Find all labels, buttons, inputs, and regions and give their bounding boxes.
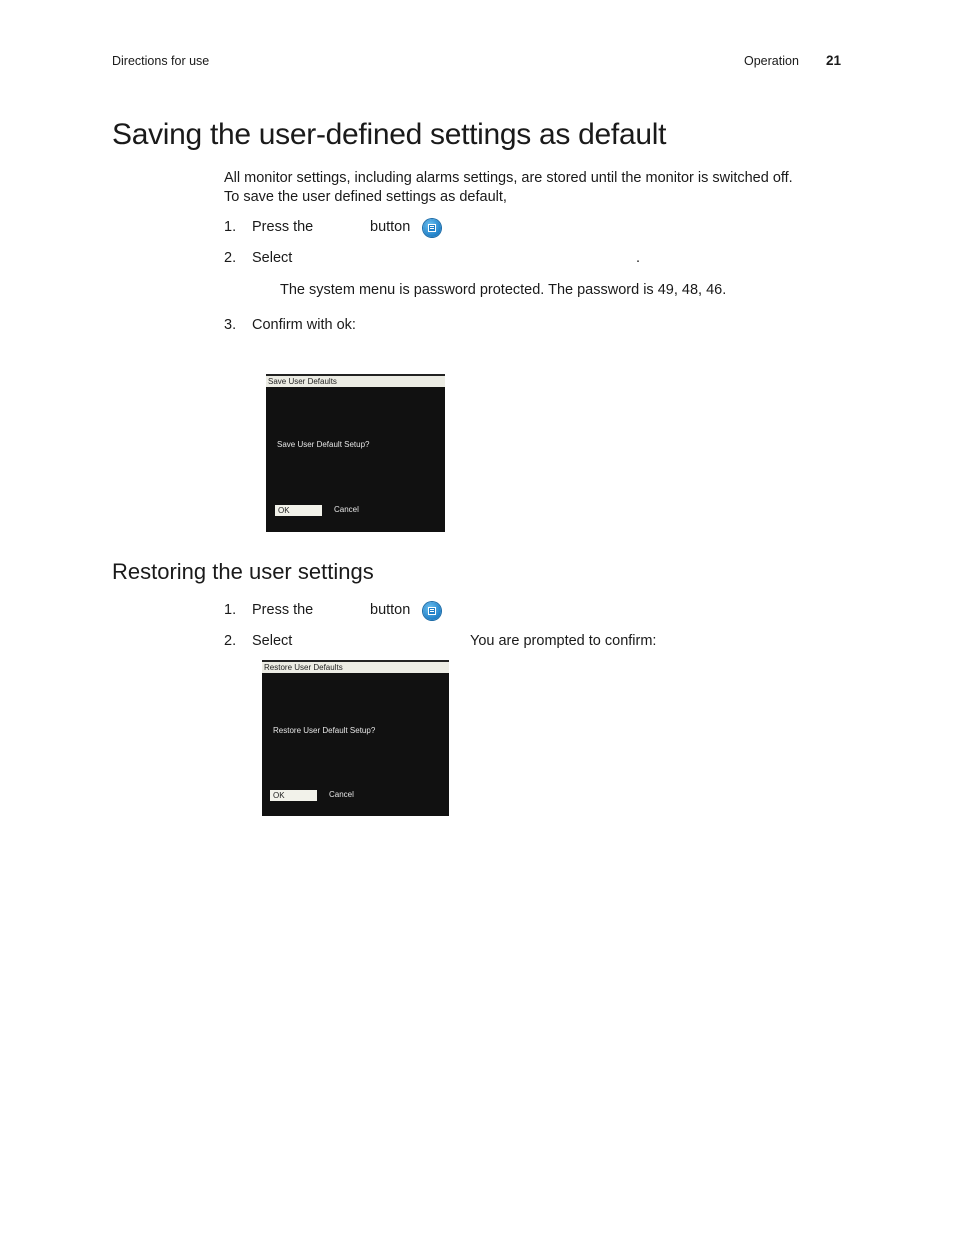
- save-user-defaults-dialog: [266, 374, 445, 532]
- step-text: Confirm with ok:: [252, 317, 356, 333]
- cancel-button[interactable]: Cancel: [329, 790, 354, 799]
- step-number: 2.: [224, 633, 237, 649]
- step-number: 2.: [224, 250, 237, 266]
- step-text: Press the: [252, 219, 314, 235]
- step-text-after: button: [370, 219, 411, 235]
- step-number: 1.: [224, 219, 237, 235]
- section-title-restoring-settings: Restoring the user settings: [112, 559, 374, 584]
- restore-user-defaults-dialog: [262, 660, 449, 816]
- dialog-question: Save User Default Setup?: [277, 440, 370, 449]
- intro-line-1: All monitor settings, including alarms settings, are stored until the monitor is switched off.: [224, 170, 793, 186]
- dialog-title: Restore User Defaults: [262, 660, 449, 673]
- step-text: Press the: [252, 602, 314, 618]
- step-text: Select: [252, 633, 293, 649]
- step-number: 1.: [224, 602, 237, 618]
- step-text-after: button: [370, 602, 411, 618]
- menu-icon: [423, 602, 441, 620]
- step-text-after: You are prompted to confirm:: [470, 633, 657, 649]
- page-number: 21: [826, 53, 842, 68]
- step-text: Select: [252, 250, 293, 266]
- intro-line-2: To save the user defined settings as default,: [224, 189, 507, 205]
- ok-button[interactable]: OK: [275, 505, 322, 516]
- ok-button[interactable]: OK: [270, 790, 317, 801]
- step-text-after: .: [636, 250, 641, 266]
- section-title-saving-defaults: Saving the user-defined settings as default: [112, 118, 667, 151]
- dialog-title: Save User Defaults: [266, 374, 445, 387]
- dialog-question: Restore User Default Setup?: [273, 726, 376, 735]
- cancel-button[interactable]: Cancel: [334, 505, 359, 514]
- running-header-section: Operation: [744, 54, 799, 68]
- running-header-left: Directions for use: [112, 54, 210, 68]
- menu-icon: [423, 219, 441, 237]
- password-note: The system menu is password protected. The password is 49, 48, 46.: [280, 282, 727, 298]
- step-number: 3.: [224, 317, 237, 333]
